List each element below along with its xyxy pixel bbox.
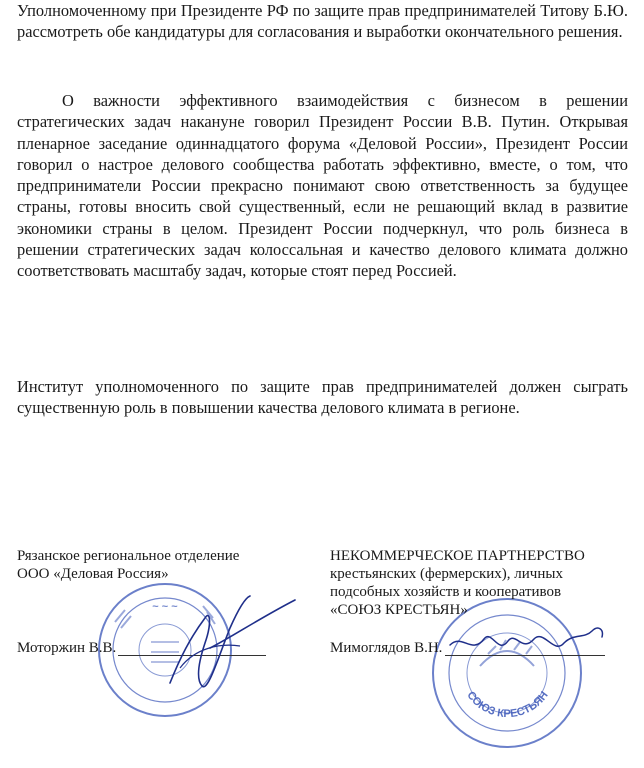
- right-signature: [442, 615, 612, 675]
- left-signature: [150, 588, 300, 698]
- left-organization: [17, 547, 277, 583]
- left-signatory-name: Моторжин В.В.: [17, 640, 117, 656]
- paragraph-institute-role: Институт уполномоченного по защите прав предпринимателей должен сыграть существенную роль в повышении качества делового климата в регионе.: [17, 377, 628, 418]
- right-org-line-1: НЕКОММЕРЧЕСКОЕ ПАРТНЕРСТВО: [330, 548, 585, 564]
- svg-text:~ ~ ~: ~ ~ ~: [152, 601, 178, 613]
- right-org-line-4: «СОЮЗ КРЕСТЬЯН»: [330, 602, 468, 618]
- paragraph-recommendation: Уполномоченному при Президенте РФ по защите прав предпринимателей Титову Б.Ю. рассмотреть обе кандидатуры для согласования и выработки окончательного решения.: [17, 1, 628, 42]
- paragraph-president-statement: О важности эффективного взаимодействия с бизнесом в решении стратегических задач накануне говорил Президент России В.В. Путин. Открывая пленарное заседание одиннадцатого форума «Деловой России», Президент России говорил о настрое делового сообщества работать эффективно, вместе, о том, что предприниматели России прекрасно понимают свою ответственность за будущее страны, готовы вносить свой существенный, если не решающий вклад в развитие экономики страны в целом. Президент России подчеркнул, что роль бизнеса в решении стратегических задач колоссальная и качество делового климата должно соответствовать масштабу задач, которые стоят перед Россией.: [17, 91, 628, 281]
- right-org-line-2: крестьянских (фермерских), личных: [330, 566, 563, 582]
- right-organization: [330, 547, 630, 619]
- right-signatory-name: Мимоглядов В.Н.: [330, 640, 443, 656]
- stamp-text: СОЮЗ КРЕСТЬЯН: [464, 689, 551, 721]
- right-org-line-3: подсобных хозяйств и кооперативов: [330, 584, 562, 600]
- left-org-line-1: Рязанское региональное отделение: [17, 548, 240, 564]
- left-org-line-2: ООО «Деловая Россия»: [17, 566, 169, 582]
